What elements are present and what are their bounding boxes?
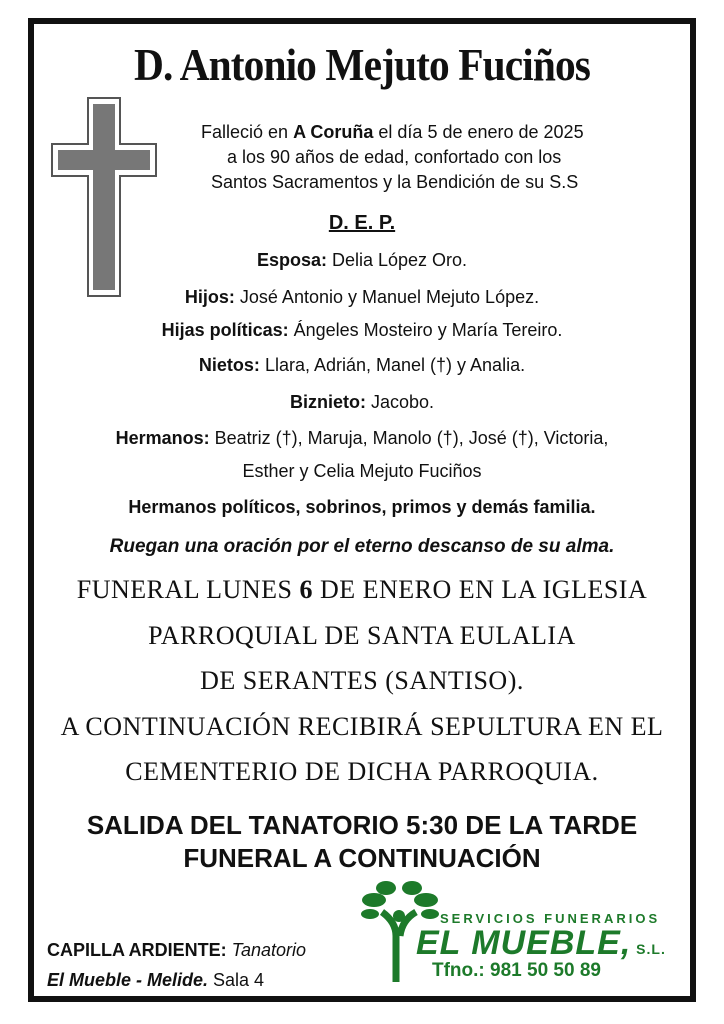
funeral-follows: FUNERAL A CONTINUACIÓN xyxy=(183,843,541,873)
death-notice: Falleció en A Coruña el día 5 de enero de 2025 a los 90 años de edad, confortado con los Santos Sacramentos y la Bendición de su S.S xyxy=(201,122,584,192)
logo-brand-name: EL MUEBLE, S.L. xyxy=(416,924,666,962)
funeral-line-1: FUNERAL LUNES 6 DE ENERO EN LA IGLESIA xyxy=(76,575,648,604)
dep-heading: D. E. P. xyxy=(328,212,396,234)
prayer-request: Ruegan una oración por el eterno descanso de su alma. xyxy=(109,536,615,557)
funeral-line-5: CEMENTERIO DE DICHA PARROQUIA. xyxy=(125,757,599,786)
family-children: Hijos: José Antonio y Manuel Mejuto López. xyxy=(184,287,540,307)
extended-family: Hermanos políticos, sobrinos, primos y demás familia. xyxy=(128,497,596,517)
logo-services-text: SERVICIOS FUNERARIOS xyxy=(440,911,661,926)
deceased-name: D. Antonio Mejuto Fuciños xyxy=(134,39,590,90)
funeral-home-logo xyxy=(360,878,690,988)
funeral-line-2: PARROQUIAL DE SANTA EULALIA xyxy=(148,621,576,650)
place-of-death: A Coruña xyxy=(293,122,374,142)
family-spouse: Esposa: Delia López Oro. xyxy=(256,250,468,270)
family-grandchildren: Nietos: Llara, Adrián, Manel (†) y Analia. xyxy=(198,355,526,375)
family-siblings: Hermanos: Beatriz (†), Maruja, Manolo (†), José (†), Victoria, xyxy=(115,428,609,448)
family-great-grandchild: Biznieto: Jacobo. xyxy=(289,392,435,412)
funeral-line-4: A CONTINUACIÓN RECIBIRÁ SEPULTURA EN EL xyxy=(60,712,664,741)
family-daughters-in-law: Hijas políticas: Ángeles Mosteiro y María Tereiro. xyxy=(161,320,563,340)
family-siblings-cont: Esther y Celia Mejuto Fuciños xyxy=(242,461,482,481)
logo-phone: Tfno.: 981 50 50 89 xyxy=(432,960,601,981)
funeral-line-3: DE SERANTES (SANTISO). xyxy=(200,666,524,695)
chapel-info: CAPILLA ARDIENTE: Tanatorio El Mueble - Melide. Sala 4 xyxy=(47,940,307,990)
departure-time: SALIDA DEL TANATORIO 5:30 DE LA TARDE xyxy=(86,810,638,840)
